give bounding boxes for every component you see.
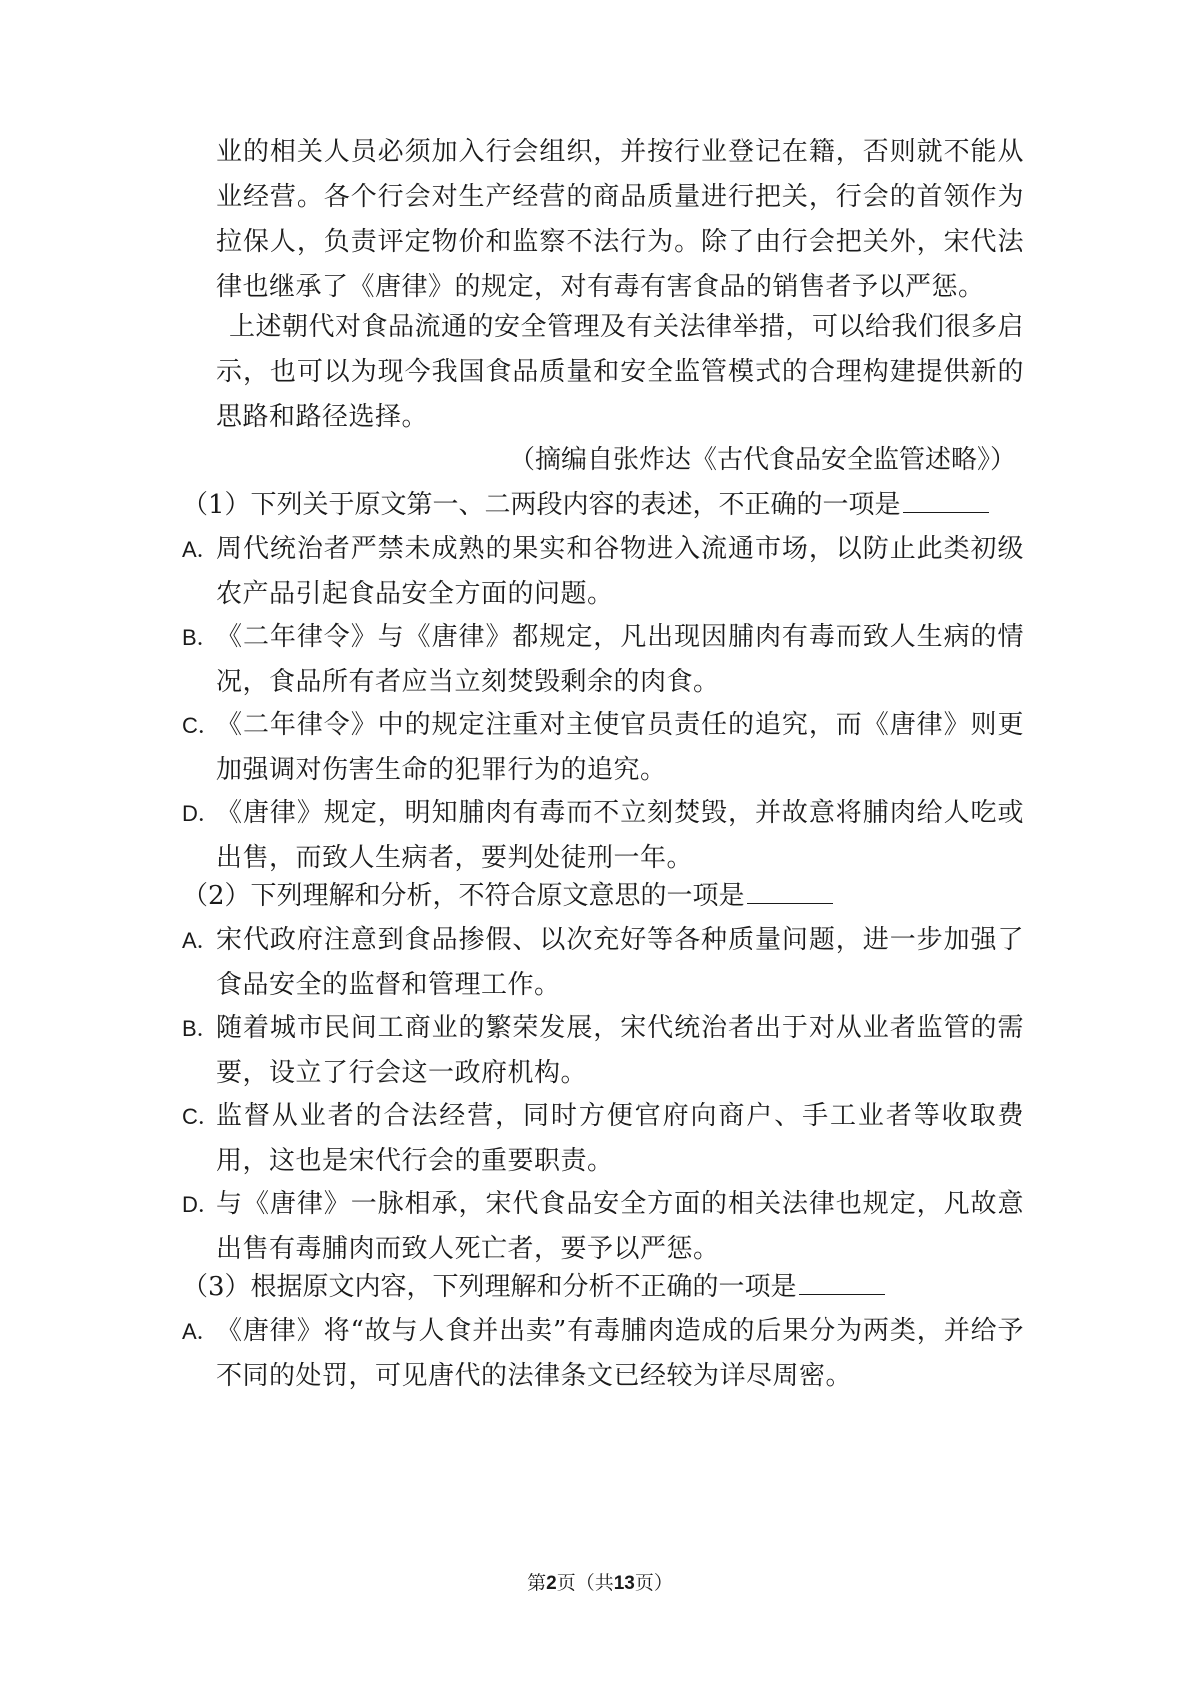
answer-blank-3[interactable]: [799, 1270, 885, 1295]
option-text: 监督从业者的合法经营，同时方便官府向商户、手工业者等收取费用，这也是宋代行会的重要职责。: [216, 1101, 1024, 1176]
option-text: 《二年律令》与《唐律》都规定，凡出现因脯肉有毒而致人生病的情况，食品所有者应当立刻焚毁剩余的肉食。: [216, 622, 1024, 697]
footer-total-pages: 13: [613, 1573, 635, 1594]
question-2-stem: [182, 874, 1042, 919]
question-2-option-a[interactable]: [182, 918, 1024, 1008]
question-1-option-b[interactable]: [182, 615, 1024, 705]
question-3-text: （3）根据原文内容，下列理解和分析不正确的一项是: [182, 1272, 797, 1302]
option-letter: B．: [182, 1016, 219, 1041]
paragraph-2: 上述朝代对食品流通的安全管理及有关法律举措，可以给我们很多启示，也可以为现今我国食品质量和安全监管模式的合理构建提供新的思路和路径选择。: [216, 312, 1025, 432]
option-letter: B．: [182, 625, 219, 650]
footer-suffix: 页）: [634, 1572, 673, 1594]
option-text: 宋代政府注意到食品掺假、以次充好等各种质量问题，进一步加强了食品安全的监督和管理工作。: [216, 925, 1024, 1000]
option-letter: C．: [182, 1104, 220, 1129]
question-2-option-d[interactable]: [182, 1182, 1024, 1272]
question-2-option-c[interactable]: [182, 1094, 1024, 1184]
question-3-option-a[interactable]: [182, 1309, 1024, 1399]
footer-prefix: 第: [527, 1572, 547, 1594]
option-letter: A．: [182, 928, 219, 953]
question-1-option-d[interactable]: [182, 791, 1024, 881]
option-letter: D．: [182, 801, 220, 826]
option-text: 周代统治者严禁未成熟的果实和谷物进入流通市场，以防止此类初级农产品引起食品安全方面的问题。: [216, 534, 1024, 609]
question-2-text: （2）下列理解和分析，不符合原文意思的一项是: [182, 881, 745, 911]
page-footer: [0, 1568, 1200, 1595]
question-1-stem: [182, 483, 1042, 528]
option-text: 与《唐律》一脉相承，宋代食品安全方面的相关法律也规定，凡故意出售有毒脯肉而致人死亡者，要予以严惩。: [216, 1189, 1024, 1264]
option-letter: C．: [182, 713, 220, 738]
answer-blank-1[interactable]: [903, 488, 989, 513]
option-text: 《二年律令》中的规定注重对主使官员责任的追究，而《唐律》则更加强调对伤害生命的犯罪行为的追究。: [216, 710, 1024, 785]
question-1-option-a[interactable]: [182, 527, 1024, 617]
option-text: 随着城市民间工商业的繁荣发展，宋代统治者出于对从业者监管的需要，设立了行会这一政府机构。: [216, 1013, 1024, 1088]
question-1-text: （1）下列关于原文第一、二两段内容的表述，不正确的一项是: [182, 490, 901, 520]
footer-middle: 页（共: [556, 1572, 614, 1594]
option-letter: D．: [182, 1192, 220, 1217]
question-3-stem: [182, 1265, 1042, 1310]
question-2-option-b[interactable]: [182, 1006, 1024, 1096]
footer-page-number: 2: [546, 1573, 557, 1594]
source-citation: （摘编自张炸达《古代食品安全监管述略》）: [508, 445, 1016, 475]
question-1-option-c[interactable]: [182, 703, 1024, 793]
option-text: 《唐律》规定，明知脯肉有毒而不立刻焚毁，并故意将脯肉给人吃或出售，而致人生病者，要判处徒刑一年。: [216, 798, 1024, 873]
option-text: 《唐律》将“故与人食并出卖”有毒脯肉造成的后果分为两类，并给予不同的处罚，可见唐代的法律条文已经较为详尽周密。: [216, 1316, 1024, 1391]
paragraph-1: 业的相关人员必须加入行会组织，并按行业登记在籍，否则就不能从业经营。各个行会对生产经营的商品质量进行把关，行会的首领作为拉保人，负责评定物价和监察不法行为。除了由行会把关外，宋代法律也继承了《唐律》的规定，对有毒有害食品的销售者予以严惩。: [216, 137, 1024, 302]
option-letter: A．: [182, 1319, 219, 1344]
answer-blank-2[interactable]: [747, 879, 833, 904]
option-letter: A．: [182, 537, 219, 562]
